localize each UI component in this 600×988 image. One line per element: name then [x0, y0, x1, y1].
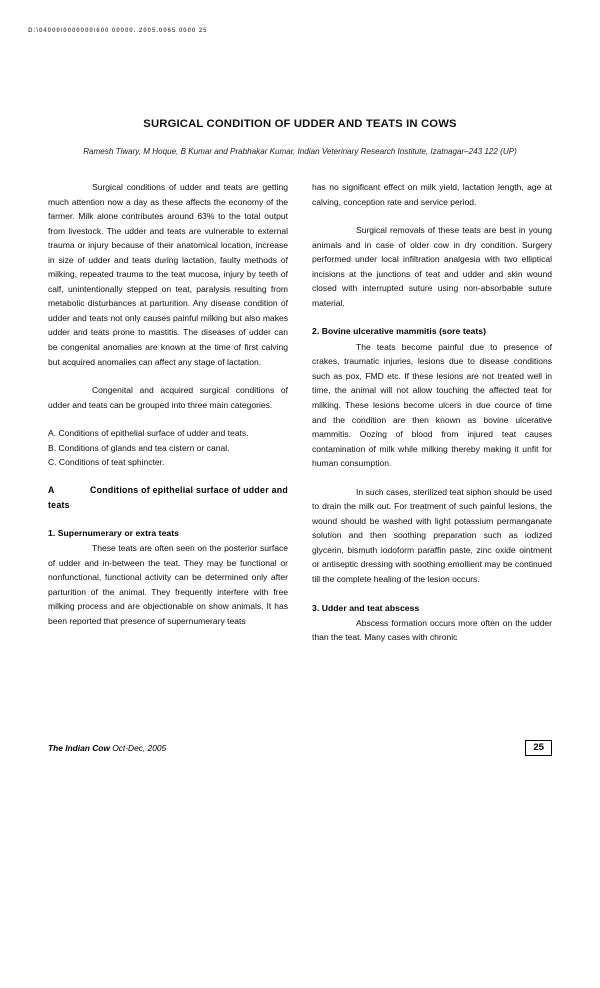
paragraph-abscess: Abscess formation occurs more often on the udder than the teat. Many cases with chronic [312, 617, 552, 643]
paragraph-surgical-removal: Surgical removals of these teats are best in young animals and in case of older cow in dry condition. Surgery performed under local infiltration analgesia with two elliptical incisions at the junctions of teat and udder and skin wound closed with interrupted suture using non-absorbable suture material. [312, 225, 552, 308]
author-affiliation-line: Ramesh Tiwary, M Hoque, B Kumar and Prabhakar Kumar, Indian Veterinary Research Institute, Izatnagar–243 122 (UP) [83, 147, 517, 156]
article-content [48, 118, 552, 645]
section-letter: A [48, 485, 55, 496]
list-item: B. Conditions of glands and tea cistern or canal. [48, 442, 230, 453]
subsection-heading-2: 2. Bovine ulcerative mammitis (sore teats) [312, 326, 487, 337]
paragraph-categories-intro: Congenital and acquired surgical conditions of udder and teats can be grouped into three main categories. [48, 385, 288, 410]
category-list [48, 426, 288, 469]
page-number-box: 25 [525, 740, 552, 756]
paragraph-continuation: has no significant effect on milk yield, lactation length, age at calving, conception rate and service period. [312, 182, 552, 207]
journal-name: The Indian Cow [48, 743, 110, 753]
paragraph-intro: Surgical conditions of udder and teats are getting much attention now a day as these affects the economy of the farmer. Milk alone contributes around 63% to the total output from livestock. The udder and teats are vulnerable to external trauma or injury because of their anatomical location, increase in size of udder and teats during lactation, faulty methods of milking, repeated trauma to the teat mucosa, injury by teeth of calf, unintentionally stepped on teat, paralysis resulting from metabolic disturbances at parturition. Any disease condition of udder and teats not only causes painful milking but also makes udder and teats prone to mastitis. The diseases of udder can be congenital anomalies are known at the time of first calving but acquired anomalies can affect any stage of lactation. [48, 182, 288, 367]
scan-header-path: D:\04000\0000000\600 00000. 2005.0065 0000 25 [28, 27, 208, 34]
right-column [312, 180, 552, 645]
left-column [48, 180, 288, 628]
two-column-layout [48, 180, 552, 645]
paragraph-ulcerative-mammitis: The teats become painful due to presence of crakes, traumatic injuries, lesions due to disease conditions such as pox, FMD etc. If these lesions are not treated well in time, the animal will not allow touching the affected teat for milking. These lesions become ulcers in due cource of time and the condition are then known as bovine ulcerative mammitis. Oozing of blood from injured teat causes contamination of milk while milking thereby making it unfit for human consumption. [312, 341, 552, 469]
paragraph-supernumerary-teats: These teats are often seen on the posterior surface of udder and in-between the teat. They may be functional or nonfunctional, functional activity can be determined only after parturition of the animal. They frequently interfere with free milking process and are objectionable on show animals. It has been reported that presence of supernumerary teats [48, 543, 288, 626]
page-title: SURGICAL CONDITION OF UDDER AND TEATS IN COWS [143, 118, 457, 130]
section-heading-text: Conditions of epithelial surface of udder and teats [48, 485, 288, 511]
subsection-heading-1: 1. Supernumerary or extra teats [48, 527, 179, 538]
page-footer [48, 740, 552, 756]
journal-date: Oct-Dec, 2005 [112, 743, 167, 753]
list-item: A. Conditions of epithelial surface of udder and teats. [48, 428, 249, 439]
paragraph-treatment: In such cases, sterilized teat siphon should be used to drain the milk out. For treatment of such painful lesions, the wound should be washed with light potassium permanganate solution and then soothing preparation such as iodized glycerin, bismuth iodoform paraffin paste, zinc oxide ointment or antiseptic dressing with soothing emollient may be continued till the complete healing of the lesion occurs. [312, 486, 552, 584]
journal-citation [48, 743, 166, 753]
subsection-heading-3: 3. Udder and teat abscess [312, 602, 420, 613]
section-heading-a [48, 483, 288, 512]
list-item: C. Conditions of teat sphincter. [48, 457, 165, 468]
